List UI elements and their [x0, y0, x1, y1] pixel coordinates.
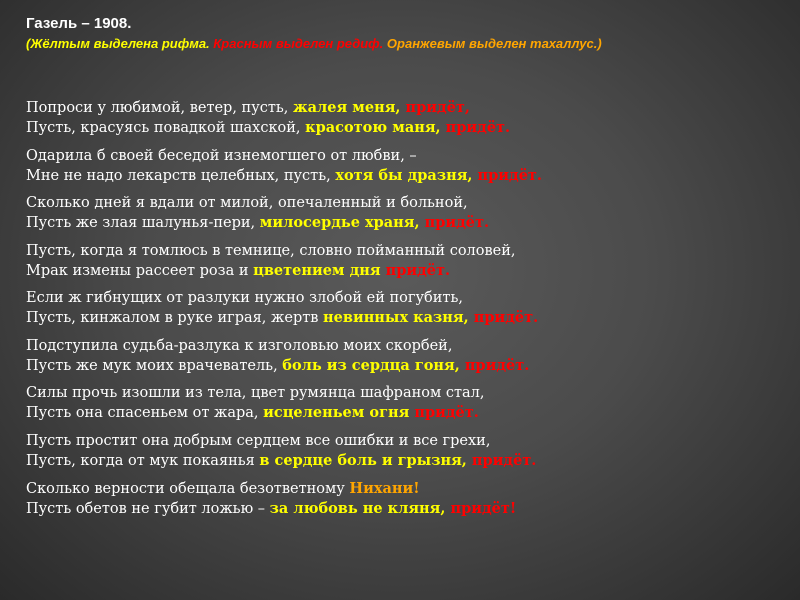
couplet — [26, 98, 786, 138]
page-title: Газель – 1908. — [26, 15, 132, 32]
rhyme-text: хотя бы дразня, — [335, 166, 473, 184]
verse-line — [26, 384, 786, 403]
redif-text: придёт. — [468, 309, 539, 326]
verse-line — [26, 479, 786, 499]
verse-line — [26, 289, 786, 308]
couplet — [26, 242, 786, 281]
couplet — [26, 384, 786, 423]
verse-line — [26, 356, 786, 376]
verse-text: Сколько дней я вдали от милой, опечаленный и больной, — [26, 195, 468, 211]
rhyme-text: жалея меня, — [293, 99, 401, 116]
verse-text: Пусть же мук моих врачеватель, — [26, 357, 283, 374]
redif-text: придёт. — [440, 119, 511, 136]
verse-line — [26, 432, 786, 451]
verse-line — [26, 308, 786, 328]
legend-close-paren: ) — [597, 36, 602, 51]
verse-text: Одарила б своей беседой изнемогшего от любви, – — [26, 147, 417, 164]
couplet — [26, 479, 786, 519]
verse-line — [26, 147, 786, 166]
verse-line — [26, 98, 786, 118]
redif-text: придёт. — [409, 404, 479, 421]
rhyme-text: цветением дня — [253, 261, 381, 279]
rhyme-text: исцеленьем огня — [263, 404, 410, 421]
couplet — [26, 432, 786, 471]
legend-rhyme-note: Жёлтым выделена рифма. — [30, 36, 210, 51]
legend — [26, 35, 726, 53]
rhyme-text: боль из сердца гоня, — [282, 356, 460, 374]
verse-line — [26, 261, 786, 281]
verse-text: Подступила судьба-разлука к изголовью моих скорбей, — [26, 337, 453, 354]
redif-text: придёт. — [380, 261, 451, 279]
verse-line — [26, 118, 786, 138]
verse-line — [26, 242, 786, 261]
verse-line — [26, 213, 786, 233]
verse-text: Мне не надо лекарств целебных, пусть, — [26, 167, 336, 184]
verse-text: Силы прочь изошли из тела, цвет румянца шафраном стал, — [26, 385, 485, 401]
verse-line — [26, 403, 786, 423]
rhyme-text: милосердье храня, — [259, 214, 420, 231]
verse-text: Попроси у любимой, ветер, пусть, — [26, 100, 294, 116]
redif-text: придёт, — [400, 99, 470, 116]
couplet — [26, 289, 786, 328]
verse-line — [26, 166, 786, 186]
couplet — [26, 147, 786, 186]
verse-line — [26, 451, 786, 471]
verse-text: Пусть она спасеньем от жара, — [26, 405, 264, 421]
rhyme-text: в сердце боль и грызня, — [259, 451, 467, 469]
verse-text: Мрак измены рассеет роза и — [26, 262, 254, 279]
verse-line — [26, 194, 786, 213]
verse-line — [26, 337, 786, 356]
couplet — [26, 194, 786, 233]
redif-text: придёт. — [472, 166, 542, 184]
verse-text: Если ж гибнущих от разлуки нужно злобой ей погубить, — [26, 290, 463, 306]
header — [26, 14, 726, 53]
verse-text: Пусть простит она добрым сердцем все ошибки и все грехи, — [26, 432, 491, 449]
verse-text: Пусть, когда от мук покаянья — [26, 452, 260, 469]
redif-text: придёт. — [459, 356, 530, 374]
legend-takhallus-note: Оранжевым выделен тахаллус. — [386, 36, 598, 51]
verse-text: Сколько верности обещала безответному — [26, 481, 350, 497]
rhyme-text: за любовь не кляня, — [269, 500, 446, 517]
verse-text: Пусть же злая шалунья-пери, — [26, 215, 260, 231]
redif-text: придёт! — [445, 500, 517, 517]
verse-line — [26, 499, 786, 519]
verse-text: Пусть, когда я томлюсь в темнице, словно пойманный соловей, — [26, 242, 516, 259]
verse-text: Пусть обетов не губит ложью – — [26, 501, 270, 517]
redif-text: придёт. — [419, 214, 490, 231]
redif-text: придёт. — [466, 451, 537, 469]
couplet — [26, 337, 786, 376]
verse-text: Пусть, кинжалом в руке играя, жертв — [26, 310, 324, 326]
legend-redif-note: Красным выделен редиф. — [213, 36, 384, 51]
rhyme-text: невинных казня, — [323, 309, 469, 326]
legend-open-paren: ( — [26, 36, 31, 51]
takhallus-text: Нихани! — [349, 480, 420, 497]
verse-text: Пусть, красуясь повадкой шахской, — [26, 120, 306, 136]
rhyme-text: красотою маня, — [305, 119, 441, 136]
poem-body — [26, 98, 786, 528]
